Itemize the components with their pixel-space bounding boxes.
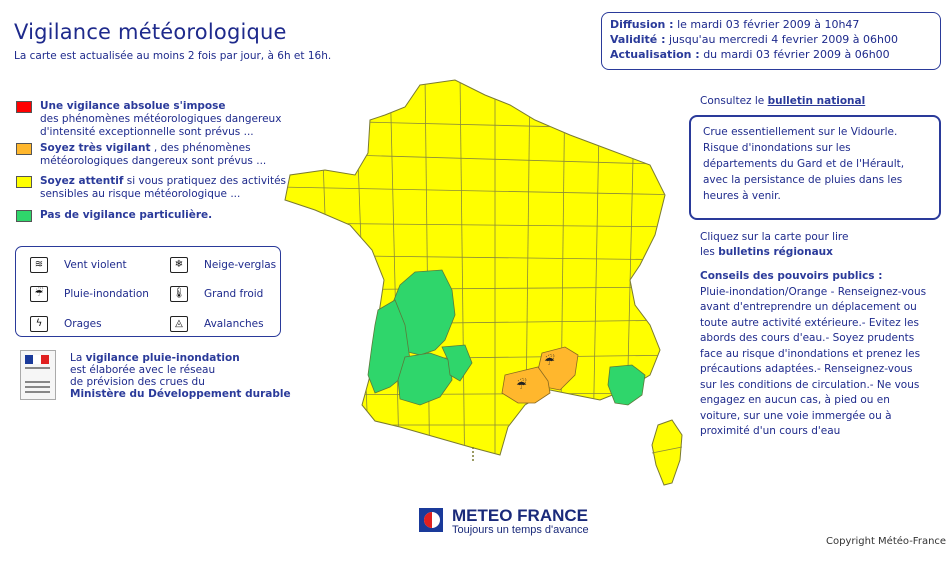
legend-orange-title: Soyez très vigilant xyxy=(40,142,151,154)
diffusion-line xyxy=(610,17,932,32)
ministry-line2: est élaborée avec le réseau xyxy=(70,364,216,376)
info-box xyxy=(601,12,941,70)
pheno-rain-label: Pluie-inondation xyxy=(64,288,149,300)
actualisation-label: Actualisation : xyxy=(610,48,700,61)
pheno-cold-label: Grand froid xyxy=(204,288,264,300)
legend-red-text: des phénomènes météorologiques dangereux d'intensité exceptionnelle sont prévus ... xyxy=(40,113,282,138)
page-title: Vigilance météorologique xyxy=(14,20,287,44)
page-subtitle: La carte est actualisée au moins 2 fois par jour, à 6h et 16h. xyxy=(14,50,332,62)
actualisation-value: du mardi 03 février 2009 à 06h00 xyxy=(699,48,890,61)
meteo-france-emblem-icon xyxy=(418,507,444,533)
diffusion-value: le mardi 03 février 2009 à 10h47 xyxy=(673,18,860,31)
legend-swatch-yellow xyxy=(16,176,32,188)
copyright: Copyright Météo-France xyxy=(826,536,947,547)
brand-tagline: Toujours un temps d'avance xyxy=(452,524,589,536)
legend-yellow-text: si vous pratiquez des activités sensibles au risque météorologique ... xyxy=(40,175,287,200)
ministry-text xyxy=(70,352,300,400)
cold-thermometer-icon: 🌡 xyxy=(170,286,188,302)
conseils-block xyxy=(700,269,932,440)
validite-label: Validité : xyxy=(610,33,666,46)
crue-message-box xyxy=(689,115,941,220)
conseils-text: Pluie-inondation/Orange - Renseignez-vous avant d'entreprendre un déplacement ou toute autre activité extérieure.- Evitez les abords des cours d'eau.- Soyez prudents face au risque d'inondations et prenez les précautions adaptées.- Renseignez-vous sur les conditions de circulation.- Ne vous engagez en aucun cas, à pied ou en voiture, sur une voie immergée ou à proximité d'un cours d'eau xyxy=(700,285,927,437)
legend-swatch-green xyxy=(16,210,32,222)
france-vigilance-map[interactable] xyxy=(280,75,690,495)
conseils-title: Conseils des pouvoirs publics : xyxy=(700,270,883,282)
legend-yellow-title: Soyez attentif xyxy=(40,175,124,187)
consult-prefix: Consultez le xyxy=(700,95,768,107)
legend-orange-text: , des phénomènes météorologiques dangereux sont prévus ... xyxy=(40,142,267,167)
click-line2a: les xyxy=(700,246,719,258)
legend-red-title: Une vigilance absolue s'impose xyxy=(40,100,226,112)
rain-flood-icon: ☔ xyxy=(544,354,555,368)
bulletins-regionaux-link[interactable]: bulletins régionaux xyxy=(718,246,833,258)
ministry-line4[interactable]: Ministère du Développement durable xyxy=(70,388,291,400)
diffusion-label: Diffusion : xyxy=(610,18,674,31)
validite-value: jusqu'au mercredi 4 fevrier 2009 à 06h00 xyxy=(665,33,899,46)
phenomena-legend xyxy=(15,246,281,337)
avalanche-icon: ◬ xyxy=(170,316,188,332)
storm-icon: ϟ xyxy=(30,316,48,332)
pheno-storm-label: Orages xyxy=(64,318,102,330)
dept-green-se[interactable] xyxy=(608,365,645,405)
consult-line xyxy=(700,95,865,108)
ministry-line1a: La xyxy=(70,352,86,364)
legend-swatch-red xyxy=(16,101,32,113)
click-map-text xyxy=(700,230,848,260)
mainland-france[interactable] xyxy=(285,80,665,455)
pheno-avalanche-label: Avalanches xyxy=(204,318,264,330)
pheno-wind-label: Vent violent xyxy=(64,259,127,271)
actualisation-line xyxy=(610,47,932,62)
ministry-logo[interactable] xyxy=(20,350,56,400)
crue-text: Crue essentiellement sur le Vidourle. Risque d'inondations sur les départements du Gard et de l'Hérault, avec la persistance de pluies dans les heures à venir. xyxy=(703,126,905,202)
brand-name: METEO FRANCE xyxy=(452,506,588,525)
bulletin-national-link[interactable]: bulletin national xyxy=(767,95,866,107)
click-line1: Cliquez sur la carte pour lire xyxy=(700,231,849,243)
legend-swatch-orange xyxy=(16,143,32,155)
rain-flood-icon: ☔ xyxy=(30,286,48,302)
ministry-line3: de prévision des crues du xyxy=(70,376,205,388)
wind-icon: ≋ xyxy=(30,257,48,273)
snow-ice-icon: ❄ xyxy=(170,257,188,273)
ministry-line1b: vigilance pluie-inondation xyxy=(85,352,240,364)
map-departments[interactable] xyxy=(280,75,690,495)
pheno-snow-label: Neige-verglas xyxy=(204,259,277,271)
legend-green-title: Pas de vigilance particulière. xyxy=(40,209,213,221)
validite-line xyxy=(610,32,932,47)
rain-flood-icon: ☔ xyxy=(516,378,527,392)
